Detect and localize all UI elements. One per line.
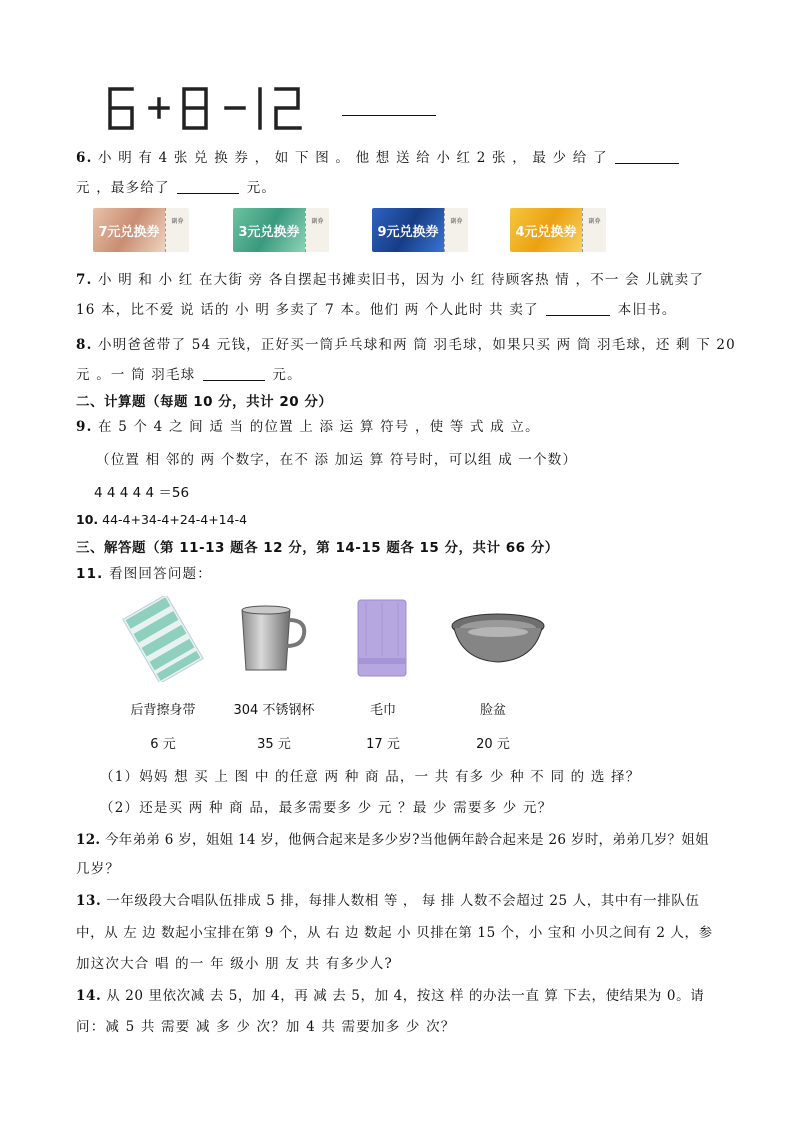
q10-line [76,512,247,527]
q7-text2b: 本旧书。 [617,302,677,318]
q6-line2 [76,176,276,196]
coupon-4-face: 4元兑换券 [510,208,582,252]
q12-line1 [76,828,709,848]
q8-line1 [76,333,736,353]
q11-title: 看图回答问题： [109,566,212,582]
q10-number: 10. [76,512,99,527]
product-name-basin: 脸盆 [479,703,506,718]
coupon-3-face: 3元兑换券 [233,208,305,252]
product-name-towel: 毛巾 [369,703,396,718]
towel-image [352,598,412,680]
q11-line [76,562,212,582]
coupon-3-stub: 副券 [305,208,329,252]
q6-text2a: 元 ，最多给了 [76,180,170,196]
q13-line2: 中，从 左 边 数起小宝排在第 9 个，从 右 边 数起 小 贝排在第 15 个，小 宝和 小贝之间有 2 人，参 [76,925,713,941]
back-scrubber-image [118,596,208,682]
product-price-towel: 17 元 [366,737,400,752]
coupon-7-face: 7元兑换券 [93,208,165,252]
q8-blank[interactable] [203,366,265,381]
coupon-9-face: 9元兑换券 [372,208,444,252]
product-price-scrubber: 6 元 [150,737,176,752]
q7-line1 [76,268,704,288]
q6-text1: 小 明 有 4 张 兑 换 券 ， 如 下 图 。 他 想 送 给 小 红 2 张 ， 最 少 给 了 [98,150,608,166]
coupon-7 [93,208,189,252]
q7-number: 7. [76,272,93,288]
q14-text1: 从 20 里依次减 去 5，加 4，再 减 去 5，加 4，按这 样 的办法一直 算 下去，使结果为 0。请 [106,988,705,1004]
section-2-heading: 二、计算题（每题 10 分，共计 20 分） [76,394,333,410]
product-name-cup: 304 不锈钢杯 [233,703,315,718]
q13-line3: 加这次大合 唱 的一 年 级小 朋 友 共 有多少人? [76,956,393,972]
matchstick-digits-figure [104,86,336,132]
q13-line1 [76,889,700,909]
product-name-scrubber: 后背擦身带 [130,703,196,718]
q11-sub1: （1）妈妈 想 买 上 图 中 的任意 两 种 商 品，一 共 有多 少 种 不 同 的 选 择？ [100,769,641,785]
basin-image [448,608,548,670]
q8-text2b: 元。 [272,367,302,383]
q9-line1 [76,415,540,435]
q8-text1: 小明爸爸带了 54 元钱，正好买一筒乒乓球和两 筒 羽毛球，如果只买 两 筒 羽毛球，还 剩 下 20 [98,337,736,353]
q9-equation: 4 4 4 4 4 ＝56 [94,485,190,501]
q9-line2: （位置 相 邻的 两 个数字，在不 添 加运 算 符号时，可以组 成 一个数） [96,452,578,468]
q14-number: 14. [76,988,102,1004]
coupon-4-stub: 副券 [582,208,606,252]
q9-number: 9. [76,419,93,435]
q11-sub2: （2）还是买 两 种 商 品，最多需要多 少 元 ？最 少 需要多 少 元？ [100,800,553,816]
q10-expression: 44-4+34-4+24-4+14-4 [102,512,248,527]
q6-number: 6. [76,150,93,166]
q12-line2: 几岁？ [76,861,121,877]
section-3-heading: 三、解答题（第 11-13 题各 12 分，第 14-15 题各 15 分，共计 66 分） [76,540,559,556]
q6-blank-min[interactable] [615,149,679,164]
q7-blank[interactable] [546,301,610,316]
q7-text2a: 16 本，比不爱 说 话的 小 明 多卖了 7 本。他们 两 个人此时 共 卖了 [76,302,539,318]
q14-line1 [76,984,704,1004]
matchstick-equation [104,86,336,132]
q6-text2b: 元。 [246,180,277,196]
q8-line2 [76,363,302,383]
q12-number: 12. [76,832,101,848]
q8-number: 8. [76,337,93,353]
coupon-9-stub: 副券 [444,208,468,252]
q7-line2 [76,298,677,318]
product-price-cup: 35 元 [257,737,291,752]
product-price-basin: 20 元 [476,737,510,752]
q8-text2a: 元 。一 筒 羽毛球 [76,367,196,383]
coupon-4 [510,208,606,252]
steel-cup-image [234,600,314,678]
q14-line2: 问：减 5 共 需要 减 多 少 次？加 4 共 需要加多 少 次？ [76,1019,456,1035]
q11-number: 11. [76,566,104,582]
q12-text1: 今年弟弟 6 岁，姐姐 14 岁，他俩合起来是多少岁?当他俩年龄合起来是 26 岁时，弟弟几岁？姐姐 [104,832,709,848]
q7-text1: 小 明 和 小 红 在大街 旁 各自摆起书摊卖旧书，因为 小 红 待顾客热 情 ，不一 会 儿就卖了 [98,272,705,288]
coupon-7-stub: 副券 [165,208,189,252]
q13-text1: 一年级段大合唱队伍排成 5 排，每排人数相 等 ， 每 排 人数不会超过 25 人，其中有一排队伍 [106,893,700,909]
q6-line1 [76,146,681,166]
q6-blank-max[interactable] [177,179,239,194]
coupon-3 [233,208,329,252]
coupon-9 [372,208,468,252]
match-answer-blank[interactable] [342,115,436,116]
q9-text1: 在 5 个 4 之 间 适 当 的位置 上 添 运 算 符号 ，使 等 式 成 立。 [98,419,540,435]
q13-number: 13. [76,893,102,909]
